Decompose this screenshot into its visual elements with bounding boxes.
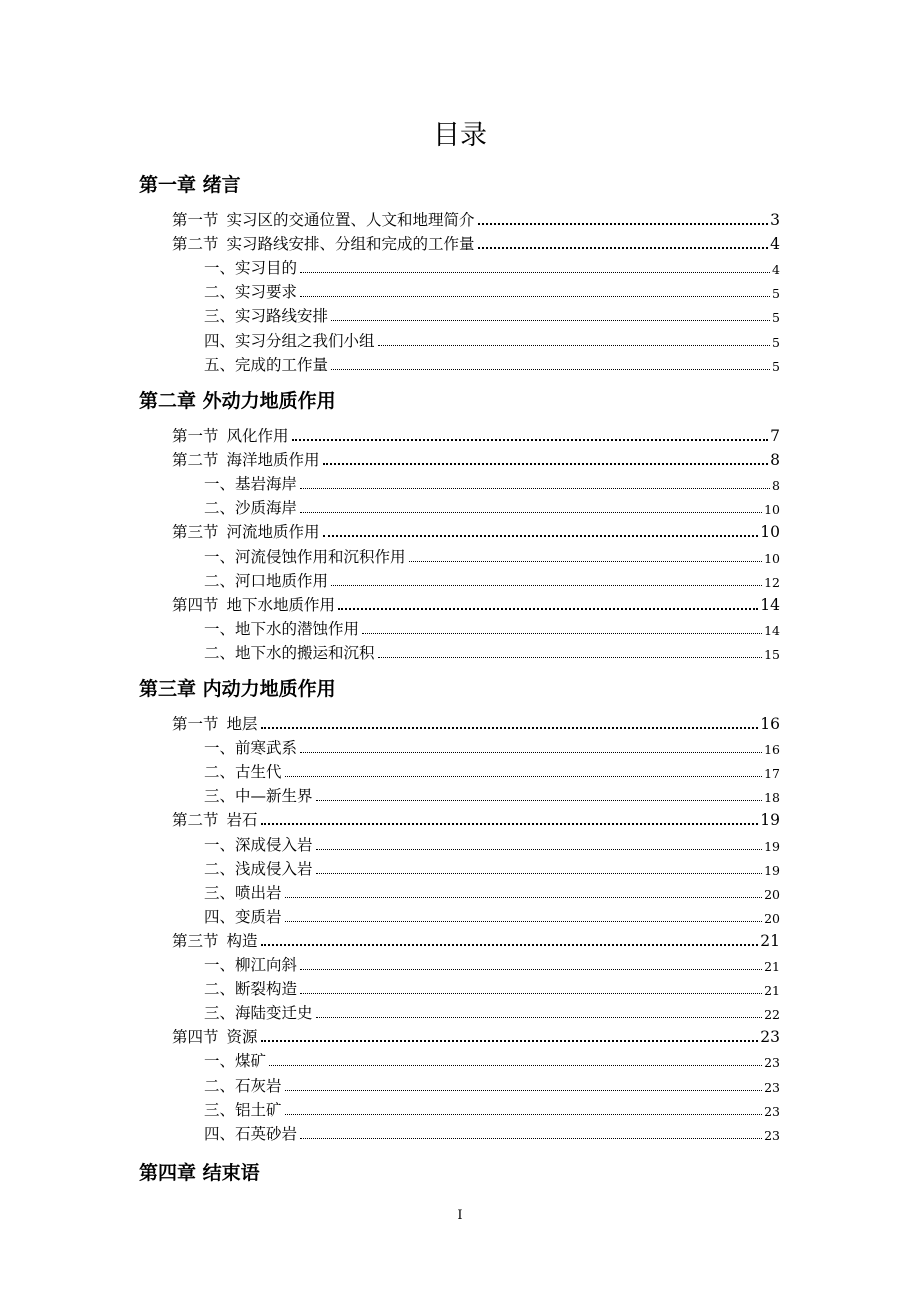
dot-leader xyxy=(331,369,770,370)
toc-section-title: 地层 xyxy=(226,715,258,733)
toc-subsection-entry[interactable] xyxy=(204,858,780,880)
dot-leader xyxy=(323,535,759,537)
toc-subsection-entry[interactable] xyxy=(204,330,780,352)
toc-page-number: 10 xyxy=(764,550,780,566)
dot-leader xyxy=(331,320,770,321)
toc-section-entry[interactable] xyxy=(172,809,780,831)
dot-leader xyxy=(261,1040,759,1042)
dot-leader xyxy=(378,345,771,346)
dot-leader xyxy=(261,823,759,825)
toc-page-number: 7 xyxy=(770,427,780,445)
toc-entry-label: 一、煤矿 xyxy=(204,1052,267,1071)
toc-entry-label xyxy=(172,594,335,616)
page-title: 目录 xyxy=(433,120,487,151)
toc-section-title: 海洋地质作用 xyxy=(226,451,320,470)
dot-leader xyxy=(338,608,758,610)
toc-entry-label: 二、河口地质作用 xyxy=(204,571,329,590)
toc-page-number: 14 xyxy=(764,622,780,638)
page-number: I xyxy=(457,1208,463,1223)
toc-subsection-entry[interactable] xyxy=(204,257,780,279)
toc-subsection-entry[interactable] xyxy=(204,354,780,376)
chapter-heading[interactable]: 第二章 外动力地质作用 xyxy=(139,390,336,412)
toc-section-title: 实习区的交通位置、人文和地理简介 xyxy=(226,211,475,229)
toc-subsection-entry[interactable] xyxy=(204,281,780,303)
toc-entry-label xyxy=(172,425,289,447)
toc-section-number: 第三节 xyxy=(172,931,219,950)
toc-section-number: 第三节 xyxy=(172,523,219,542)
toc-entry-label: 二、浅成侵入岩 xyxy=(204,859,313,878)
dot-leader xyxy=(300,969,762,970)
toc-section-entry[interactable] xyxy=(172,1026,780,1048)
toc-subsection-entry[interactable] xyxy=(204,546,780,568)
toc-page-number: 8 xyxy=(770,451,780,470)
dot-leader xyxy=(300,993,762,994)
toc-subsection-entry[interactable] xyxy=(204,570,780,592)
toc-section-entry[interactable] xyxy=(172,233,780,255)
toc-subsection-entry[interactable] xyxy=(204,954,780,976)
toc-section-entry[interactable] xyxy=(172,930,780,952)
toc-page-number: 19 xyxy=(760,811,780,830)
toc-entry-label: 一、前寒武系 xyxy=(204,739,298,758)
toc-page-number: 4 xyxy=(772,262,780,278)
toc-page-number: 23 xyxy=(764,1127,780,1143)
toc-entry-label: 一、河流侵蚀作用和沉积作用 xyxy=(204,547,406,566)
toc-entry-label: 一、柳江向斜 xyxy=(204,956,298,974)
toc-page-number: 5 xyxy=(772,310,780,326)
dot-leader xyxy=(292,439,769,441)
toc-subsection-entry[interactable] xyxy=(204,305,780,327)
toc-section-title: 地下水地质作用 xyxy=(226,595,336,614)
toc-entry-label xyxy=(172,1026,258,1048)
toc-entry-label xyxy=(172,521,320,543)
toc-subsection-entry[interactable] xyxy=(204,1099,780,1121)
toc-section-title: 河流地质作用 xyxy=(226,523,320,542)
dot-leader xyxy=(285,776,763,777)
dot-leader xyxy=(261,727,759,729)
toc-page-number: 14 xyxy=(760,595,780,614)
toc-entry-label: 一、深成侵入岩 xyxy=(204,835,313,854)
chapter-heading[interactable]: 第三章 内动力地质作用 xyxy=(139,678,336,700)
toc-entry-label xyxy=(172,233,475,255)
toc-entry-label xyxy=(172,713,258,735)
dot-leader xyxy=(478,247,769,249)
toc-section-title: 构造 xyxy=(226,931,258,950)
toc-page-number: 15 xyxy=(764,646,780,662)
toc-entry-label: 三、喷出岩 xyxy=(204,883,282,902)
toc-section-number: 第四节 xyxy=(172,595,219,614)
toc-subsection-entry[interactable] xyxy=(204,473,780,495)
toc-section-number: 第一节 xyxy=(172,211,219,229)
toc-entry-label: 四、实习分组之我们小组 xyxy=(204,331,375,350)
toc-page-number: 8 xyxy=(772,478,780,494)
toc-section-entry[interactable] xyxy=(172,425,780,447)
toc-subsection-entry[interactable] xyxy=(204,497,780,519)
toc-entry-label: 二、古生代 xyxy=(204,763,282,782)
toc-page-number: 23 xyxy=(764,1055,780,1071)
toc-page-number: 16 xyxy=(764,742,780,758)
toc-page-number: 5 xyxy=(772,286,780,302)
toc-section-title: 风化作用 xyxy=(226,427,289,445)
toc-entry-label: 二、地下水的搬运和沉积 xyxy=(204,643,375,662)
dot-leader xyxy=(409,561,763,562)
toc-page-number: 18 xyxy=(764,790,780,806)
dot-leader xyxy=(316,849,763,850)
dot-leader xyxy=(300,488,770,489)
toc-subsection-entry[interactable] xyxy=(204,618,780,640)
toc-subsection-entry[interactable] xyxy=(204,1075,780,1097)
toc-subsection-entry[interactable] xyxy=(204,882,780,904)
toc-entry-label xyxy=(172,449,320,471)
toc-entry-label xyxy=(172,930,258,952)
toc-page-number: 19 xyxy=(764,838,780,854)
toc-entry-label: 二、实习要求 xyxy=(204,283,298,302)
dot-leader xyxy=(300,1138,762,1139)
dot-leader xyxy=(478,223,769,225)
toc-page-number: 3 xyxy=(770,211,780,229)
chapter-heading[interactable]: 第四章 结束语 xyxy=(139,1162,260,1184)
toc-entry-label: 三、海陆变迁史 xyxy=(204,1004,313,1023)
dot-leader xyxy=(285,1114,763,1115)
toc-entry-label: 三、中—新生界 xyxy=(204,787,313,806)
toc-entry-label: 一、基岩海岸 xyxy=(204,475,298,494)
toc-entry-label: 二、石灰岩 xyxy=(204,1076,282,1095)
toc-page-number: 10 xyxy=(760,523,780,542)
dot-leader xyxy=(285,1090,763,1091)
toc-section-number: 第二节 xyxy=(172,451,219,470)
toc-subsection-entry[interactable] xyxy=(204,978,780,1000)
dot-leader xyxy=(285,921,763,922)
toc-entry-label: 一、实习目的 xyxy=(204,259,298,278)
toc-subsection-entry[interactable] xyxy=(204,785,780,807)
toc-subsection-entry[interactable] xyxy=(204,1050,780,1072)
toc-subsection-entry[interactable] xyxy=(204,642,780,664)
toc-page-number: 5 xyxy=(772,334,780,350)
toc-page-number: 20 xyxy=(764,886,780,902)
toc-page-number: 17 xyxy=(764,766,780,782)
toc-section-title: 资源 xyxy=(226,1028,258,1047)
chapter-heading[interactable]: 第一章 绪言 xyxy=(139,174,241,196)
dot-leader xyxy=(316,873,763,874)
toc-page-number: 19 xyxy=(764,862,780,878)
toc-section-title: 实习路线安排、分组和完成的工作量 xyxy=(226,235,475,254)
toc-section-number: 第四节 xyxy=(172,1028,219,1047)
dot-leader xyxy=(362,633,762,634)
toc-section-number: 第一节 xyxy=(172,427,219,445)
toc-subsection-entry[interactable] xyxy=(204,1123,780,1145)
toc-entry-label: 三、铝土矿 xyxy=(204,1100,282,1119)
toc-page-number: 20 xyxy=(764,910,780,926)
dot-leader xyxy=(300,272,770,273)
toc-section-number: 第一节 xyxy=(172,715,219,733)
dot-leader xyxy=(300,512,762,513)
toc-entry-label: 四、石英砂岩 xyxy=(204,1124,298,1143)
toc-page-number: 16 xyxy=(760,715,780,733)
toc-section-entry[interactable] xyxy=(172,713,780,735)
toc-page-number: 23 xyxy=(764,1103,780,1119)
toc-entry-label xyxy=(172,809,258,831)
toc-page-number: 23 xyxy=(760,1028,780,1047)
toc-section-entry[interactable] xyxy=(172,209,780,231)
dot-leader xyxy=(323,463,769,465)
toc-entry-label: 一、地下水的潜蚀作用 xyxy=(204,619,360,638)
dot-leader xyxy=(316,1017,763,1018)
toc-subsection-entry[interactable] xyxy=(204,1002,780,1024)
toc-section-entry[interactable] xyxy=(172,594,780,616)
toc-page-number: 21 xyxy=(764,983,780,999)
toc-section-entry[interactable] xyxy=(172,449,780,471)
dot-leader xyxy=(285,897,763,898)
toc-page-number: 22 xyxy=(764,1007,780,1023)
toc-section-title: 岩石 xyxy=(226,811,258,830)
dot-leader xyxy=(261,944,759,946)
toc-entry-label: 四、变质岩 xyxy=(204,907,282,926)
toc-entry-label: 二、断裂构造 xyxy=(204,980,298,999)
toc-entry-label: 五、完成的工作量 xyxy=(204,355,329,374)
toc-entry-label: 三、实习路线安排 xyxy=(204,307,329,326)
toc-section-entry[interactable] xyxy=(172,521,780,543)
toc-page-number: 23 xyxy=(764,1079,780,1095)
dot-leader xyxy=(316,800,763,801)
toc-subsection-entry[interactable] xyxy=(204,737,780,759)
toc-subsection-entry[interactable] xyxy=(204,906,780,928)
toc-page-number: 21 xyxy=(764,959,780,974)
toc-page-number: 12 xyxy=(764,574,780,590)
toc-page-number: 4 xyxy=(770,235,780,254)
toc-page-number: 10 xyxy=(764,502,780,518)
dot-leader xyxy=(300,752,762,753)
toc-entry-label: 二、沙质海岸 xyxy=(204,499,298,518)
dot-leader xyxy=(331,585,762,586)
toc-subsection-entry[interactable] xyxy=(204,761,780,783)
toc-section-number: 第二节 xyxy=(172,235,219,254)
toc-page-number: 5 xyxy=(772,358,780,374)
dot-leader xyxy=(269,1065,762,1066)
toc-page-number: 21 xyxy=(760,931,780,950)
dot-leader xyxy=(378,657,763,658)
toc-entry-label xyxy=(172,209,475,231)
toc-section-number: 第二节 xyxy=(172,811,219,830)
toc-subsection-entry[interactable] xyxy=(204,834,780,856)
dot-leader xyxy=(300,296,770,297)
